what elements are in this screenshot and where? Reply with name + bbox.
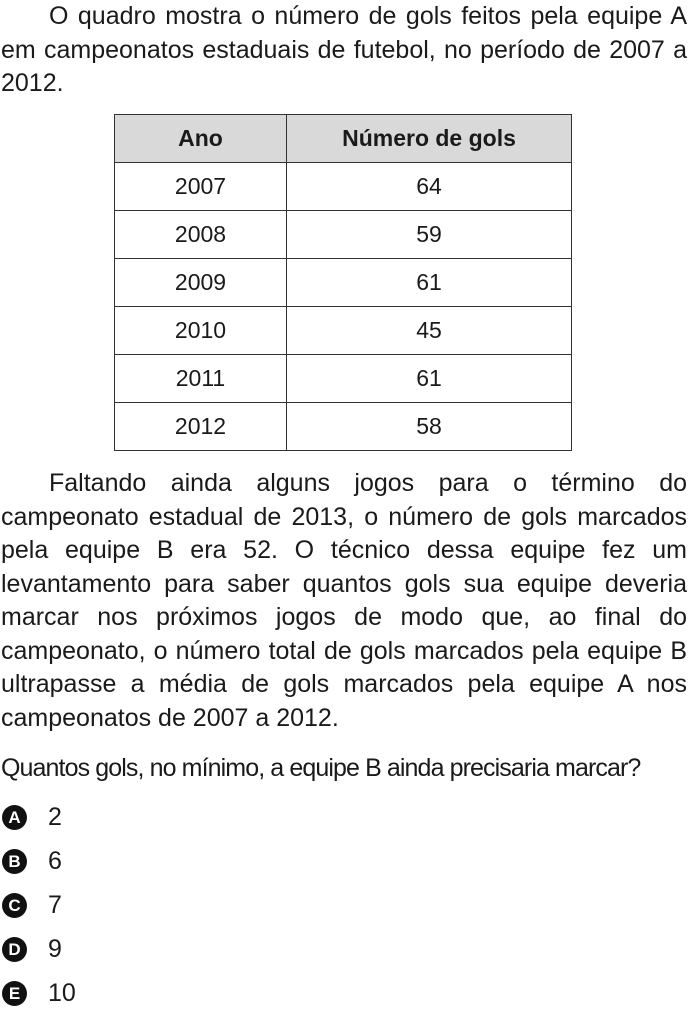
table-header-row bbox=[115, 115, 572, 163]
option-e[interactable] bbox=[2, 971, 76, 1015]
option-b-letter-badge: B bbox=[2, 849, 27, 874]
cell-goals: 64 bbox=[287, 163, 572, 211]
option-b-text: 6 bbox=[48, 846, 62, 875]
cell-goals: 59 bbox=[287, 211, 572, 259]
option-b[interactable] bbox=[2, 839, 76, 883]
option-e-text: 10 bbox=[48, 978, 76, 1007]
cell-year: 2007 bbox=[115, 163, 287, 211]
option-d[interactable] bbox=[2, 927, 76, 971]
cell-goals: 58 bbox=[287, 403, 572, 451]
header-goals: Número de gols bbox=[287, 115, 572, 163]
option-a[interactable] bbox=[2, 795, 76, 839]
cell-year: 2009 bbox=[115, 259, 287, 307]
table-row bbox=[115, 307, 572, 355]
option-d-letter-badge: D bbox=[2, 937, 27, 962]
cell-goals: 45 bbox=[287, 307, 572, 355]
goals-table bbox=[114, 114, 572, 451]
table-row bbox=[115, 403, 572, 451]
option-d-text: 9 bbox=[48, 934, 62, 963]
option-a-letter-badge: A bbox=[2, 805, 27, 830]
table-row bbox=[115, 355, 572, 403]
cell-goals: 61 bbox=[287, 259, 572, 307]
cell-year: 2012 bbox=[115, 403, 287, 451]
cell-year: 2011 bbox=[115, 355, 287, 403]
table-row bbox=[115, 163, 572, 211]
cell-goals: 61 bbox=[287, 355, 572, 403]
option-c-text: 7 bbox=[48, 890, 62, 919]
table-row bbox=[115, 211, 572, 259]
option-c[interactable] bbox=[2, 883, 76, 927]
intro-paragraph: O quadro mostra o número de gols feitos pela equipe A em campeonatos estaduais de futebol, no período de 2007 a 2012. bbox=[1, 2, 687, 97]
body-paragraph: Faltando ainda alguns jogos para o término do campeonato estadual de 2013, o número de gols marcados pela equipe B era 52. O técnico dessa equipe fez um levantamento para saber quantos gols sua equipe deveria marcar nos próximos jogos de modo que, ao final do campeonato, o número total de gols marcados pela equipe B ultrapasse a média de gols marcados pela equipe A nos campeonatos de 2007 a 2012. bbox=[1, 469, 687, 732]
option-e-letter-badge: E bbox=[2, 981, 27, 1006]
option-c-letter-badge: C bbox=[2, 893, 27, 918]
cell-year: 2008 bbox=[115, 211, 287, 259]
option-a-text: 2 bbox=[48, 802, 62, 831]
header-year: Ano bbox=[115, 115, 287, 163]
table-row bbox=[115, 259, 572, 307]
question-text: Quantos gols, no mínimo, a equipe B ainda precisaria marcar? bbox=[1, 754, 641, 782]
answer-options bbox=[2, 795, 76, 1015]
cell-year: 2010 bbox=[115, 307, 287, 355]
